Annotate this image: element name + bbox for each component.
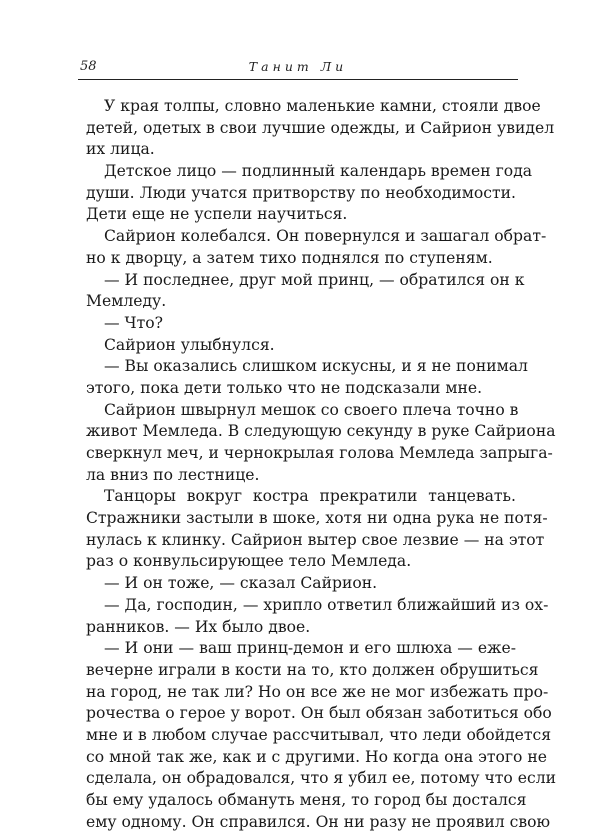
text-line: вечерне играли в кости на то, кто должен обрушиться (86, 660, 539, 679)
text-line: но к дворцу, а затем тихо поднялся по ступеням. (86, 248, 493, 267)
text-line: Сайрион швырнул мешок со своего плеча точно в (104, 400, 519, 419)
text-line: Дети еще не успели научиться. (86, 205, 348, 224)
text-line: этого, пока дети только что не подсказали мне. (86, 378, 483, 397)
text-line: живот Мемледа. В следующую секунду в руке Сайриона (86, 422, 556, 441)
text-line: — И они — ваш принц-демон и его шлюха — еже- (104, 639, 516, 658)
text-line: их лица. (86, 140, 155, 159)
text-line: Мемледу. (86, 292, 167, 311)
text-line: — Что? (104, 313, 163, 332)
text-line: Танцоры вокруг костра прекратили танцевать. (104, 487, 516, 506)
text-line: мне и в любом случае рассчитывал, что леди обойдется (86, 725, 552, 744)
text-line: — Да, господин, — хрипло ответил ближайший из ох- (104, 595, 549, 614)
text-line: со мной так же, как и с другими. Но когда она этого не (86, 747, 548, 766)
text-line: Стражники застыли в шоке, хотя ни одна рука не потя- (86, 509, 548, 528)
text-line: бы ему удалось обмануть меня, то город бы достался (86, 791, 527, 809)
text-line: Детское лицо — подлинный календарь времен года (104, 162, 533, 181)
text-line: У края толпы, словно маленькие камни, стояли двое (104, 97, 541, 115)
running-header (78, 57, 518, 80)
text-line: — И последнее, друг мой принц, — обратился он к (104, 270, 525, 289)
text-line: ранников. — Их было двое. (86, 617, 311, 636)
page-number: 58 (80, 59, 97, 74)
body-text (86, 96, 556, 833)
text-line: детей, одетых в свои лучшие одежды, и Сайрион увидел (86, 118, 555, 137)
text-line: — Вы оказались слишком искусны, и я не понимал (104, 357, 528, 376)
text-line: — И он тоже, — сказал Сайрион. (104, 574, 378, 593)
text-line: Сайрион улыбнулся. (104, 335, 275, 354)
text-line: раз о конвульсирующее тело Мемледа. (86, 552, 412, 571)
text-line: на город, не так ли? Но он все же не мог избежать про- (86, 682, 549, 701)
text-line: ла вниз по лестнице. (86, 465, 260, 484)
text-line: сделала, он обрадовался, что я убил ее, потому что если (86, 769, 556, 788)
running-header-author: Танит Ли (248, 59, 348, 74)
text-line: рочества о герое у ворот. Он был обязан заботиться обо (86, 704, 552, 723)
text-line: ему одному. Он справился. Он ни разу не проявил свою (86, 812, 551, 831)
text-line: Сайрион колебался. Он повернулся и зашагал обрат- (104, 227, 547, 246)
text-line: нулась к клинку. Сайрион вытер свое лезвие — на этот (86, 530, 545, 549)
text-line: души. Люди учатся притворству по необходимости. (86, 183, 516, 202)
text-line: сверкнул меч, и чернокрылая голова Мемледа запрыга- (86, 444, 553, 462)
